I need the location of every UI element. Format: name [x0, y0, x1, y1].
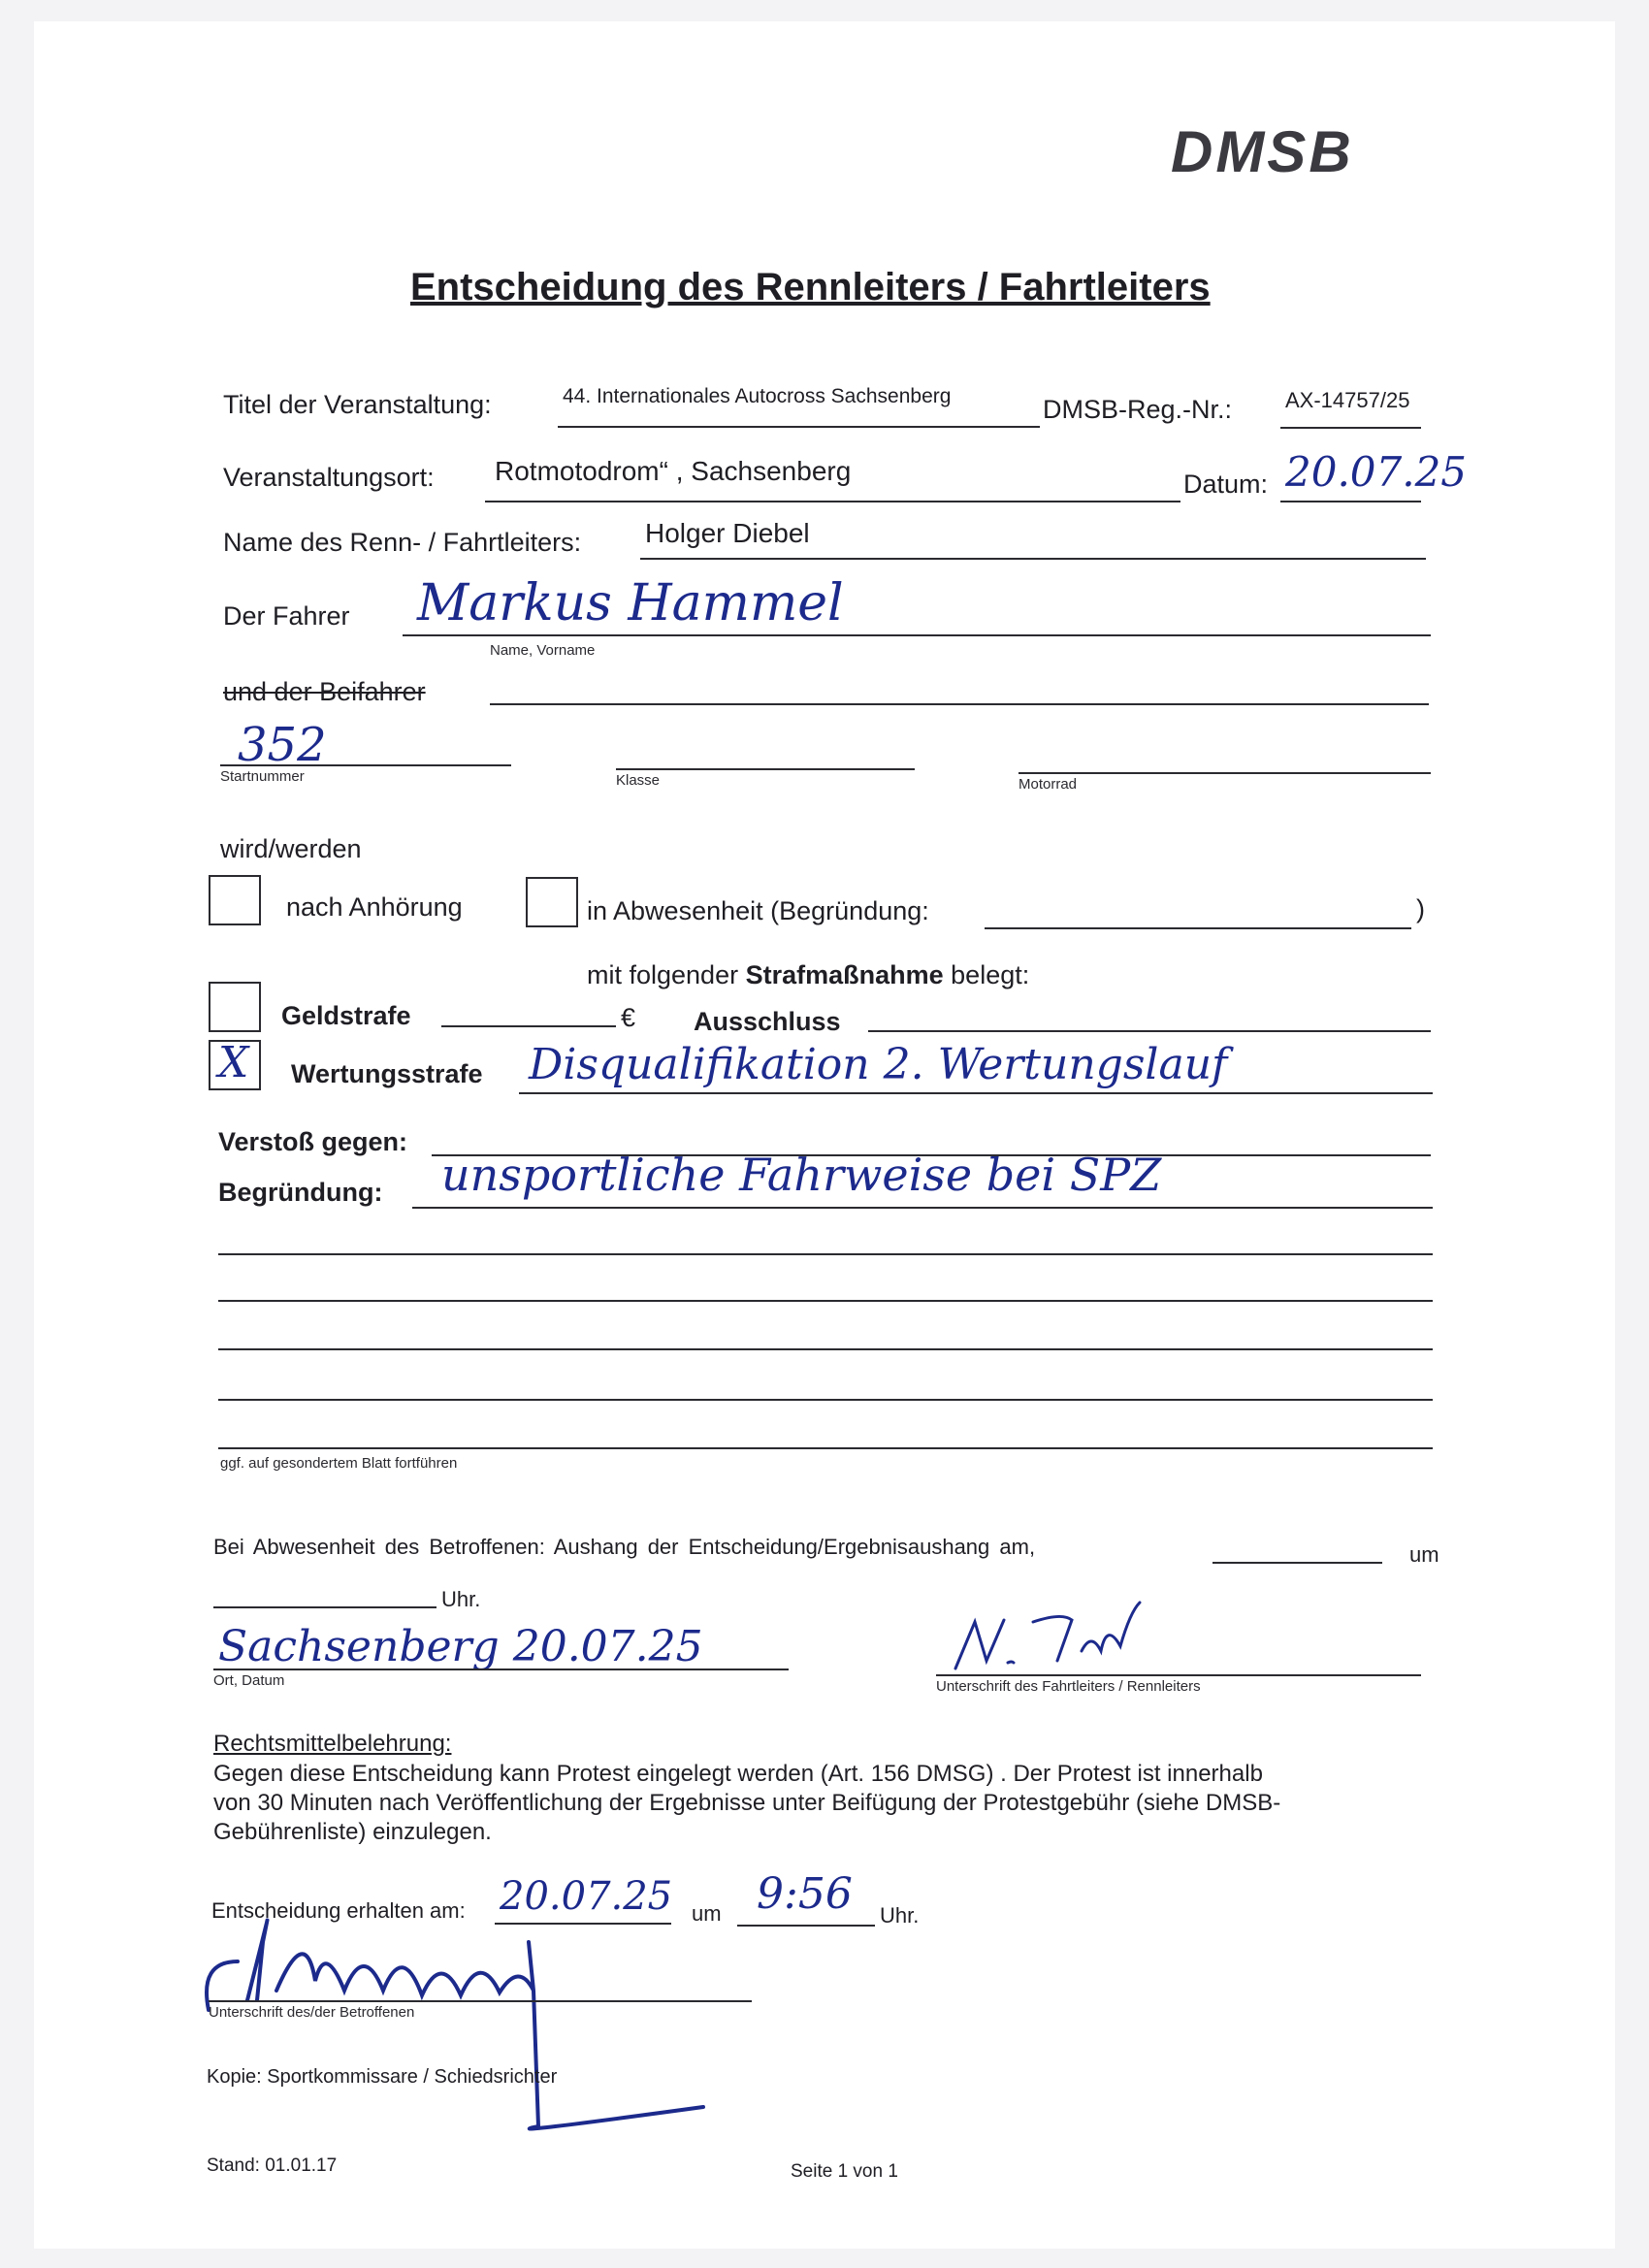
- legal-line-2: von 30 Minuten nach Veröffentlichung der Ergebnisse unter Beifügung der Protestgebühr (siehe DMSB-: [213, 1790, 1281, 1816]
- codriver-line: [490, 703, 1429, 705]
- form-title: Entscheidung des Rennleiters / Fahrtleiters: [410, 266, 1211, 308]
- penalty-bold: Strafmaßnahme: [745, 960, 944, 989]
- legal-line-3: Gebührenliste) einzulegen.: [213, 1819, 492, 1845]
- footer-page: Seite 1 von 1: [791, 2161, 898, 2182]
- place-date-value: Sachsenberg 20.07.25: [218, 1622, 703, 1671]
- form-page: [34, 21, 1615, 2249]
- event-title-label: Titel der Veranstaltung:: [223, 390, 492, 419]
- driver-label: Der Fahrer: [223, 601, 350, 631]
- date-label: Datum:: [1183, 470, 1269, 499]
- director-signature: [936, 1593, 1188, 1680]
- absence-close: ): [1416, 894, 1425, 923]
- codriver-label: und der Beifahrer: [223, 677, 426, 706]
- date-line: [1280, 501, 1421, 502]
- reason-line: [412, 1207, 1433, 1209]
- legal-heading: Rechtsmittelbelehrung:: [213, 1731, 452, 1757]
- reason-extra-line: [218, 1253, 1433, 1255]
- event-title-value: 44. Internationales Autocross Sachsenberg: [563, 385, 952, 407]
- absence-checkbox[interactable]: [526, 877, 578, 927]
- penalty-prefix: mit folgender: [587, 960, 746, 989]
- absence-reason-line: [985, 927, 1411, 929]
- reg-line: [1280, 427, 1421, 429]
- absence-notice-text: Bei Abwesenheit des Betroffenen: Aushang der Entscheidung/Ergebnisaushang am,: [213, 1535, 1036, 1559]
- violation-label: Verstoß gegen:: [218, 1127, 408, 1156]
- reason-label: Begründung:: [218, 1178, 383, 1207]
- class-line: [616, 768, 915, 770]
- receipt-label: Entscheidung erhalten am:: [211, 1898, 466, 1923]
- director-line: [640, 558, 1426, 560]
- continue-note: ggf. auf gesondertem Blatt fortführen: [220, 1455, 458, 1472]
- date-value: 20.07.25: [1285, 448, 1468, 496]
- director-value: Holger Diebel: [645, 518, 810, 548]
- receipt-uhr: Uhr.: [880, 1903, 920, 1928]
- location-label: Veranstaltungsort:: [223, 463, 435, 492]
- notice-uhr: Uhr.: [441, 1587, 481, 1611]
- reg-label: DMSB-Reg.-Nr.:: [1043, 395, 1233, 424]
- absence-label: in Abwesenheit (Begründung:: [587, 896, 929, 925]
- event-title-line: [558, 426, 1040, 428]
- motorrad-line: [1018, 772, 1431, 774]
- class-caption: Klasse: [616, 772, 661, 789]
- notice-date-line: [1212, 1562, 1382, 1564]
- start-number-caption: Startnummer: [220, 768, 305, 785]
- after-hearing-checkbox[interactable]: [209, 875, 261, 925]
- place-date-caption: Ort, Datum: [213, 1672, 285, 1689]
- fine-label: Geldstrafe: [281, 1001, 411, 1030]
- reason-value: unsportliche Fahrweise bei SPZ: [441, 1149, 1162, 1201]
- fine-checkbox[interactable]: [209, 982, 261, 1032]
- penalty-suffix: belegt:: [943, 960, 1030, 989]
- receipt-date-value: 20.07.25: [500, 1874, 673, 1919]
- legal-line-1: Gegen diese Entscheidung kann Protest eingelegt werden (Art. 156 DMSG) . Der Protest ist innerhalb: [213, 1761, 1263, 1787]
- reason-extra-line: [218, 1447, 1433, 1449]
- penalty-header: [587, 960, 1029, 990]
- rating-penalty-checkbox[interactable]: [209, 1040, 261, 1090]
- place-date-line: [213, 1669, 789, 1670]
- exclusion-line: [868, 1030, 1431, 1032]
- wird-werden-text: wird/werden: [220, 834, 362, 863]
- dmsb-logo: DMSB: [1171, 119, 1354, 184]
- location-line: [485, 501, 1180, 502]
- fine-amount-line: [441, 1025, 616, 1027]
- director-signature-line: [936, 1674, 1421, 1676]
- affected-signature-caption: Unterschrift des/der Betroffenen: [209, 2004, 415, 2021]
- director-signature-caption: Unterschrift des Fahrtleiters / Rennleiters: [936, 1678, 1201, 1695]
- driver-value: Markus Hammel: [417, 574, 844, 632]
- reg-value: AX-14757/25: [1285, 388, 1410, 412]
- notice-um: um: [1409, 1542, 1439, 1567]
- rating-penalty-line: [519, 1092, 1433, 1094]
- driver-line: [403, 634, 1431, 636]
- copy-note: Kopie: Sportkommissare / Schiedsrichter: [207, 2066, 558, 2088]
- receipt-time-line: [737, 1925, 875, 1927]
- receipt-um: um: [692, 1901, 722, 1926]
- rating-penalty-label: Wertungsstrafe: [291, 1059, 483, 1088]
- after-hearing-label: nach Anhörung: [286, 892, 463, 922]
- footer-stand: Stand: 01.01.17: [207, 2155, 338, 2176]
- affected-signature-line: [209, 2000, 752, 2002]
- start-number-line: [220, 764, 511, 766]
- notice-time-line: [213, 1606, 436, 1608]
- receipt-time-value: 9:56: [757, 1869, 853, 1919]
- rating-penalty-value: Disqualifikation 2. Wertungslauf: [529, 1040, 1228, 1089]
- fine-currency: €: [621, 1003, 636, 1032]
- exclusion-label: Ausschluss: [694, 1007, 841, 1036]
- motorrad-caption: Motorrad: [1018, 776, 1078, 793]
- reason-extra-line: [218, 1300, 1433, 1302]
- reason-extra-line: [218, 1348, 1433, 1350]
- start-number-value: 352: [238, 718, 327, 772]
- driver-caption: Name, Vorname: [490, 642, 596, 659]
- director-label: Name des Renn- / Fahrtleiters:: [223, 528, 582, 557]
- location-value: Rotmotodrom“ , Sachsenberg: [495, 456, 852, 486]
- rating-penalty-mark: X: [218, 1038, 249, 1087]
- reason-extra-line: [218, 1399, 1433, 1401]
